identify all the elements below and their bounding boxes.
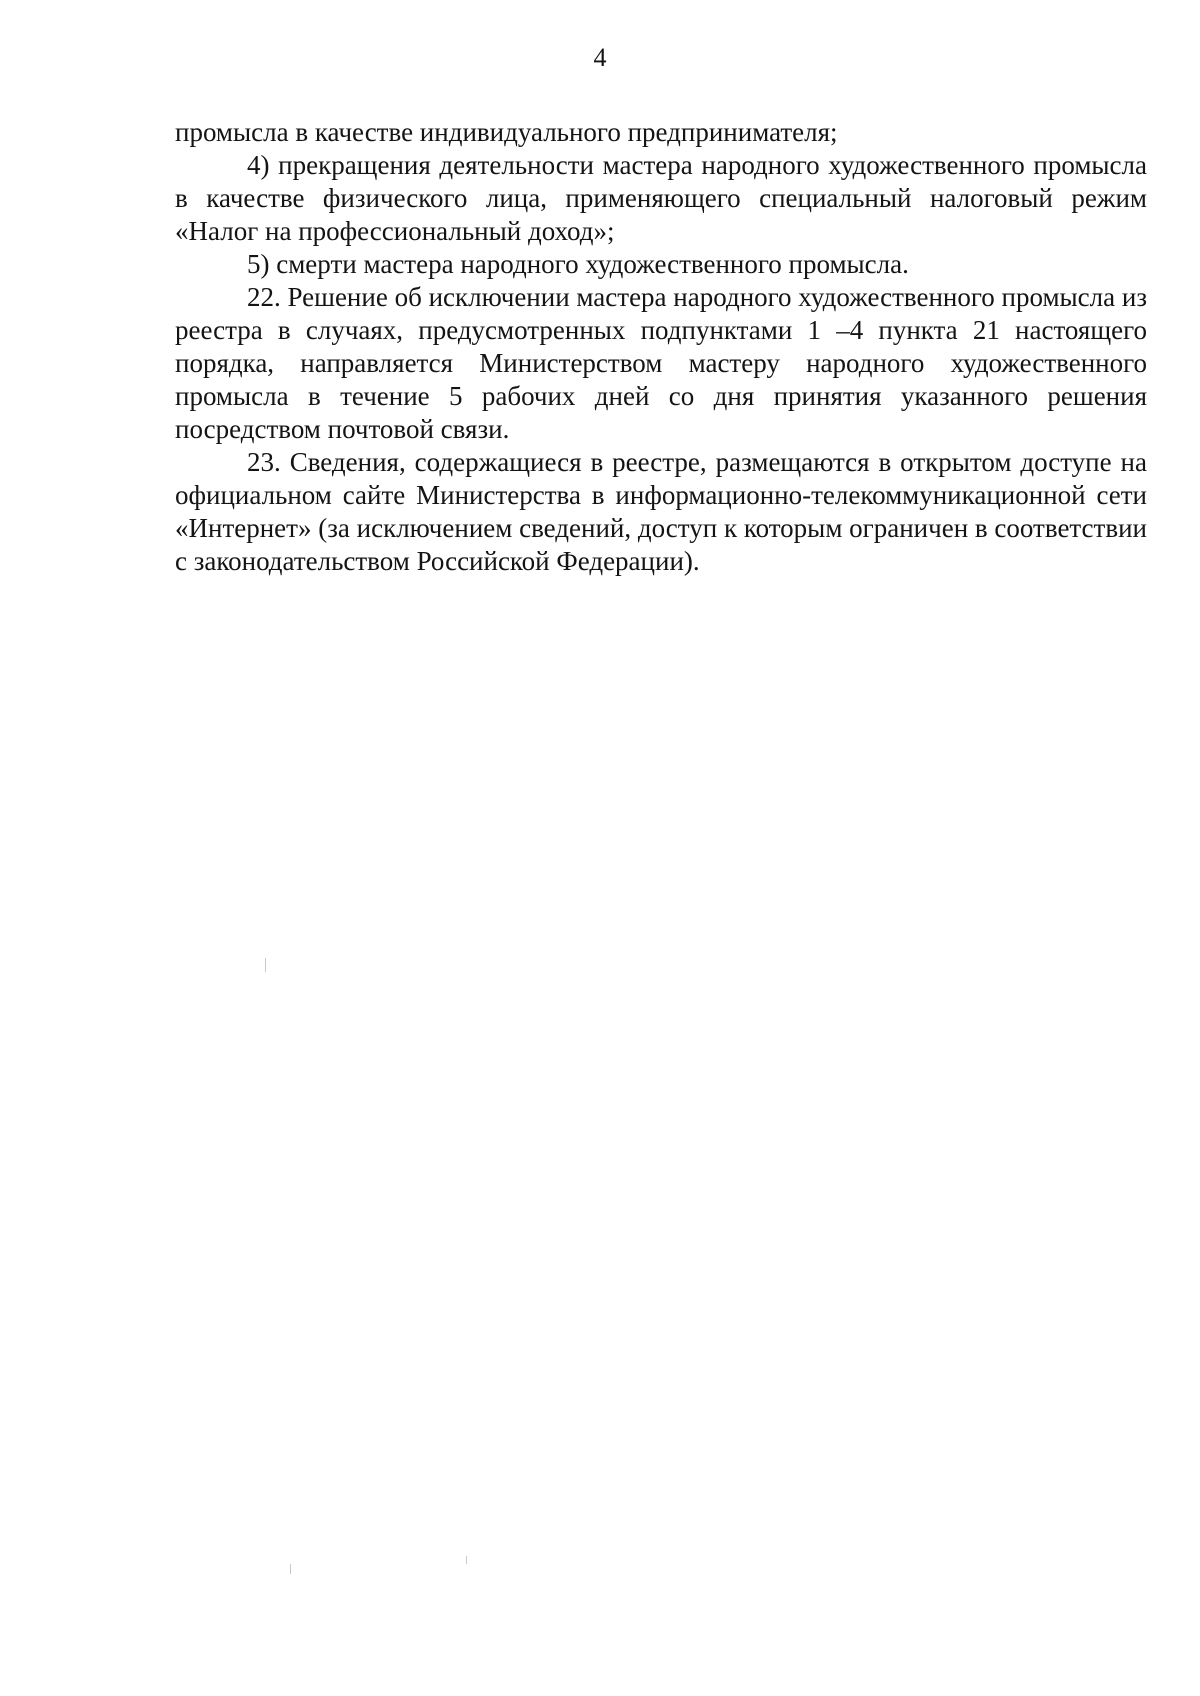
scan-speck [290, 1564, 291, 1574]
paragraph-item-4: 4) прекращения деятельности мастера народного художественного промысла в качестве физического лица, применяющего специальный налоговый режим «Налог на профессиональный доход»; [175, 150, 1147, 246]
paragraph-clause-22: 22. Решение об исключении мастера народного художественного промысла из реестра в случаях, предусмотренных подпунктами 1 –4 пункта 21 настоящего порядка, направляется Министерством мастеру народного художественного промысла в течение 5 рабочих дней со дня принятия указанного решения посредством почтовой связи. [175, 282, 1147, 444]
document-body [175, 116, 1147, 578]
page-number: 4 [593, 43, 607, 72]
paragraph-item-5: 5) смерти мастера народного художественного промысла. [247, 249, 909, 279]
paragraph-clause-23: 23. Сведения, содержащиеся в реестре, размещаются в открытом доступе на официальном сайте Министерства в информационно-телекоммуникационной сети «Интернет» (за исключением сведений, доступ к которым ограничен в соответствии с законодательством Российской Федерации). [175, 447, 1147, 576]
scan-speck [466, 1556, 467, 1564]
scan-speck [265, 958, 266, 972]
paragraph-continuation: промысла в качестве индивидуального предпринимателя; [175, 117, 838, 147]
